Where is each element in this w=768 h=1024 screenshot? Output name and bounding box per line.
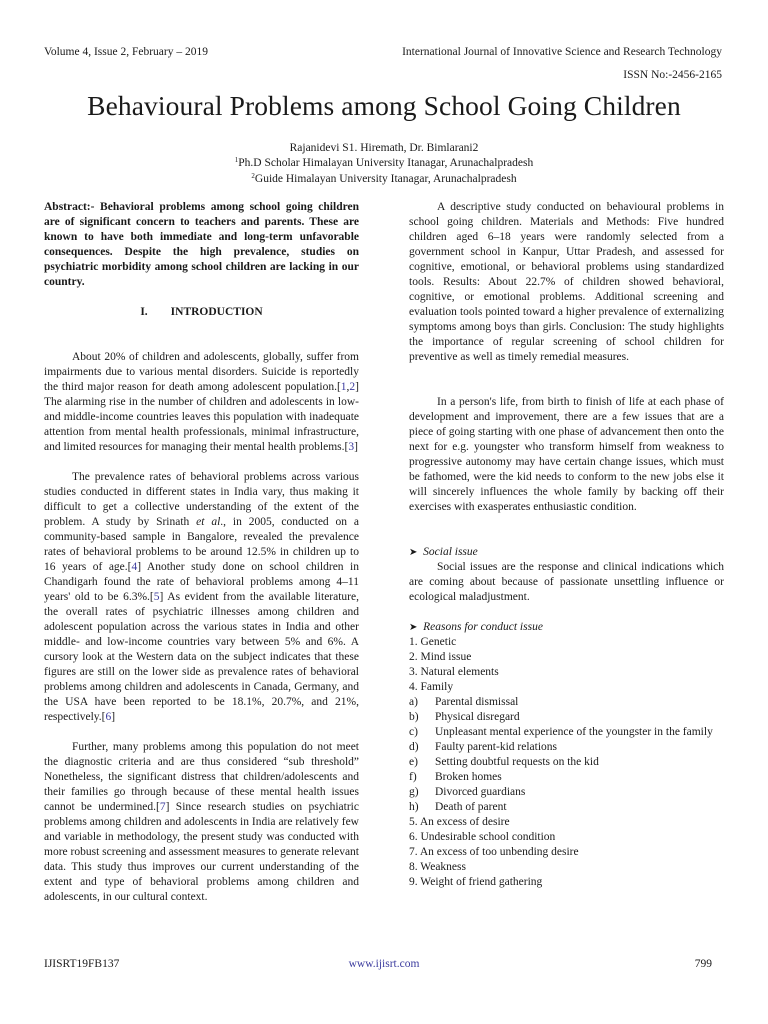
list-item: 6. Undesirable school condition: [409, 831, 556, 843]
reasons-list-bottom: [409, 815, 724, 890]
journal-volume: Volume 4, Issue 2, February – 2019: [44, 46, 208, 58]
list-item: 3. Natural elements: [409, 666, 499, 678]
sub-item-text: Divorced guardians: [435, 786, 526, 798]
sub-item-text: Setting doubtful requests on the kid: [435, 756, 599, 768]
list-item: 1. Genetic: [409, 636, 457, 648]
citation-link[interactable]: 4: [131, 561, 138, 573]
sub-item-text: Unpleasant mental experience of the youngster in the family: [435, 726, 713, 738]
authors: Rajanidevi S1. Hiremath, Dr. Bimlarani2: [289, 142, 479, 154]
affiliation-2: [0, 173, 768, 185]
affiliation-1-sup: 1: [234, 156, 239, 164]
issn: ISSN No:-2456-2165: [623, 69, 722, 81]
conduct-issue-label: Reasons for conduct issue: [423, 621, 543, 633]
right-column: [409, 200, 724, 890]
abstract: Abstract:- Behavioral problems among school going children are of significant concern to teachers and parents. These are known to have both immediate and long-term unfavorable consequences. Despite the high prevalence, studies on psychiatric morbidity among school children are lacking in our country.: [44, 201, 359, 288]
family-sub-item: [409, 740, 724, 755]
sub-item-letter: e): [409, 756, 418, 768]
p1-text-b: ] The alarming rise in the number of children and adolescents in low- and middle-income countries leaves this population with inadequate attention from mental health professionals, minimal infrastructure, and limited resources for managing their mental health problems.[: [44, 381, 359, 453]
footer-page-number: 799: [694, 958, 712, 970]
family-sub-item: [409, 785, 724, 800]
left-column: [44, 200, 359, 905]
p2-text-d: ] As evident from the available literature, the overall rates of psychiatric illnesses among children and adolescent population across the various states in India and other middle- and low-income countries vary between 5% and 6%. A cursory look at the Western data on the subject indicates that these figures are still on the lower side as prevalence rates of behavioral problems among children and adolescents in Canada, Germany, and the USA have been reported to be 18.1%, 20.7%, and 21%, respectively.[: [44, 591, 359, 723]
sub-item-text: Parental dismissal: [435, 696, 519, 708]
citation-link[interactable]: 3: [348, 441, 355, 453]
family-sub-list: [409, 695, 724, 815]
family-sub-item: [409, 755, 724, 770]
study-summary-paragraph: A descriptive study conducted on behavioural problems in school going children. Materials and Methods: Five hundred children aged 6–18 years were randomly selected from a government school in Kanpur, Uttar Pradesh, and assessed for cognitive, emotional, or behavioral problems using standardized tools. Results: About 22.7% of children showed behavioral, cognitive, or emotional problems. Additional screening and evaluation tools pointed toward a higher prevalence of externalizing symptoms among boys than girls. Conclusion: The study highlights the importance of regular screening of school children for preventive as well as timely remedial measures.: [409, 201, 724, 363]
et-al: et al: [196, 516, 221, 528]
citation-link[interactable]: 5: [153, 591, 160, 603]
p2-text-b: ., in 2005, conducted on a community-based sample in Bangalore, revealed the prevalence rates of behavioral problems to be around 12.5% in children up to 16 years of age.[: [44, 516, 360, 573]
sub-item-letter: g): [409, 786, 419, 798]
arrow-bullet-icon: ➤: [409, 622, 418, 633]
p2-text-c: ] Another study done on school children in Chandigarh found the rate of behavioral problems among 4–11 years' old to be 6.3%.[: [44, 561, 359, 603]
sub-item-letter: f): [409, 771, 417, 783]
list-item: 7. An excess of too unbending desire: [409, 846, 579, 858]
affiliation-2-sup: 2: [251, 172, 255, 180]
sub-item-letter: h): [409, 801, 419, 813]
citation-link[interactable]: 7: [159, 801, 166, 813]
list-item: 8. Weakness: [409, 861, 466, 873]
footer-website-link[interactable]: www.ijisrt.com: [348, 958, 420, 970]
intro-paragraph-2: The prevalence rates of behavioral problems across various studies conducted in different states in India vary, thus making it difficult to get a collective understanding of the extent of the problem. A study by Srinath et al., in 2005, conducted on a community-based sample in Bangalore, revealed the prevalence rates of behavioral problems to be around 12.5% in children up to 16 years of age.[4] Another study done on school children in Chandigarh found the rate of behavioral problems among 4–11 years' old to be 6.3%.[5] As evident from the available literature, the overall rates of psychiatric illnesses among children and adolescent population across the various states in India and other middle- and low-income countries vary between 5% and 6%. A cursory look at the Western data on the subject indicates that these figures are still on the lower side as prevalence rates of behavioral problems among children and adolescents in Canada, Germany, and the USA have been reported to be 18.1%, 20.7%, and 21%, respectively.[6]: [44, 471, 360, 723]
family-sub-item: [409, 725, 724, 740]
affiliation-2-text: Guide Himalayan University Itanagar, Arunachalpradesh: [254, 173, 517, 185]
intro-paragraph-3: [44, 740, 359, 905]
p3-text-b: ] Since research studies on psychiatric problems among children and adolescents in India are relatively few and variable in methodology, the present study was conducted with more robust screening and assessment measures to generate relevant data. This study thus improves our current understanding of the extent and type of behavioral problems among children and adolescents, in our cultural context.: [44, 801, 359, 903]
p1-text-a: About 20% of children and adolescents, globally, suffer from impairments due to various mental disorders. Suicide is reportedly the third major reason for death among adolescent population.[: [44, 351, 359, 393]
footer-paper-id: IJISRT19FB137: [44, 958, 120, 970]
list-item: 4. Family: [409, 681, 454, 693]
family-sub-item: [409, 710, 724, 725]
life-phase-paragraph: In a person's life, from birth to finish of life at each phase of development and improvement, there are a few issues that are a piece of going starting with one phase of advancement then onto the next for e.g. youngster who transform himself from weakness to progressive autonomy may have certain change issues, which must be fathomed, were the kid needs to conform to the new jobs else it will sincerely influences the whole family by backing off their exercises with exasperates enthusiastic condition.: [409, 396, 724, 513]
list-item: 2. Mind issue: [409, 651, 472, 663]
citation-link[interactable]: 6: [105, 711, 112, 723]
sub-item-text: Death of parent: [435, 801, 507, 813]
sub-item-text: Faulty parent-kid relations: [435, 741, 557, 753]
sub-item-letter: a): [409, 696, 418, 708]
sub-item-letter: d): [409, 741, 419, 753]
arrow-bullet-icon: ➤: [409, 547, 418, 558]
family-sub-item: [409, 770, 724, 785]
family-sub-item: [409, 695, 724, 710]
intro-paragraph-1: About 20% of children and adolescents, globally, suffer from impairments due to various mental disorders. Suicide is reportedly the third major reason for death among adolescent population.[1,2] The alarming rise in the number of children and adolescents in low- and middle-income countries leaves this population with inadequate attention from mental health professionals, minimal infrastructure, and limited resources for managing their mental health problems.[3]: [44, 351, 359, 453]
sub-item-text: Broken homes: [435, 771, 502, 783]
journal-name: International Journal of Innovative Science and Research Technology: [402, 46, 722, 58]
conduct-issue-heading: [409, 620, 724, 635]
p2-text-a: The prevalence rates of behavioral problems across various studies conducted in different states in India vary, thus making it difficult to get a collective understanding of the extent of the problem. A study by Srinath: [44, 471, 359, 528]
paper-title: Behavioural Problems among School Going Children: [87, 90, 681, 121]
list-item: 9. Weight of friend gathering: [409, 876, 543, 888]
section-heading-introduction: I. INTRODUCTION: [140, 306, 263, 318]
social-issue-label: Social issue: [423, 546, 478, 558]
affiliation-1-text: Ph.D Scholar Himalayan University Itanagar, Arunachalpradesh: [238, 157, 534, 169]
sub-item-letter: b): [409, 711, 419, 723]
family-sub-item: [409, 800, 724, 815]
list-item: 5. An excess of desire: [409, 816, 510, 828]
sub-item-letter: c): [409, 726, 418, 738]
affiliation-1: [0, 157, 768, 169]
p3-text-a: Further, many problems among this population do not meet the diagnostic criteria and are thus considered “sub threshold” Nonetheless, the significant distress that children/adolescents and their families go through because of these mental health issues cannot be undermined.[: [44, 741, 359, 813]
reasons-list-top: [409, 635, 724, 695]
social-issue-text: Social issues are the response and clinical indications which are coming about because of passionate unsettling influence or ecological maladjustment.: [409, 561, 724, 603]
citation-link[interactable]: 1: [340, 381, 347, 393]
social-issue-heading: [409, 545, 724, 560]
sub-item-text: Physical disregard: [435, 711, 520, 723]
citation-link[interactable]: 2: [349, 381, 356, 393]
